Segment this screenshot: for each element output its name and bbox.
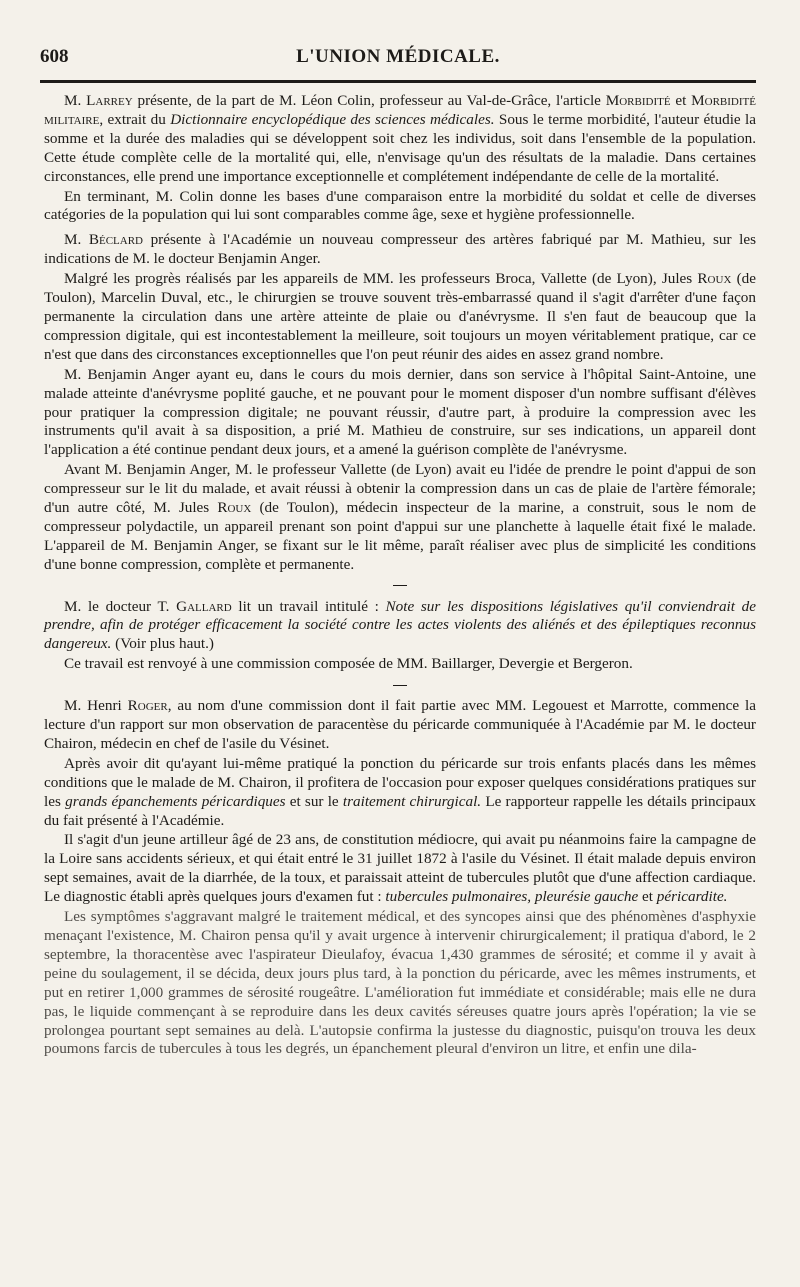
- term-epanchements: grands épanchements péricardiques: [65, 792, 286, 810]
- term-morbidite-militaire: Morbidité militaire: [44, 92, 756, 128]
- text: présente, de la part de M. Léon Colin, professeur au Val-de-Grâce, l'article: [132, 92, 606, 109]
- text: M. Henri: [64, 697, 128, 715]
- paragraph-anger: M. Benjamin Anger ayant eu, dans le cours du mois dernier, dans son service à l'hôpital Saint-Antoine, une malade atteinte d'anévrysme poplité gauche, et ne pouvant pour le moment disposer d'un nombre suffisant d'élèves pour pratiquer la compression digitale; ne pouvant réussir, d'autre part, à produire la compression avec les instruments qu'il avait à sa disposition, a prié M. Mathieu de construire, sur ses indications, un appareil dont l'application a été continue pendant deux jours, et a amené la guérison complète de l'anévrysme.: [44, 365, 756, 459]
- text: présente à l'Académie un nouveau compresseur des artères fabriqué par M. Mathieu, sur les indications de M. le docteur Benjamin Anger.: [44, 231, 756, 268]
- text: Malgré les progrès réalisés par les appareils de MM. les professeurs Broca, Vallette (de Lyon), Jules: [64, 270, 698, 288]
- text: Sous le terme morbidité, l'auteur étudie la somme et la durée des maladies qui se développent soit chez les individus, soit dans l'ensemble de la population. Cette étude complète celle de la mortalité qui, elle, n'envisage qu'un des résultats de la maladie. Dans certaines circonstances, elle prend une importance exceptionnelle et complétement indépendante de celle de la mortalité.: [44, 110, 756, 185]
- header-rule: [40, 80, 756, 83]
- note-title: Note sur les dispositions législatives qu'il conviendrait de prendre, afin de protéger efficacement la société contre les actes violents des aliénés et des épileptiques reconnus dangereux.: [44, 597, 756, 653]
- text: , au nom d'une commission dont il fait partie avec MM. Legouest et Marrotte, commence la lecture d'un rapport sur mon observation de paracentèse du péricarde communiquée à l'Académie par M. le docteur Chairon, médecin en chef de l'asile du Vésinet.: [44, 697, 756, 752]
- text: M. le docteur T.: [64, 597, 177, 615]
- page: [40, 40, 757, 1058]
- text: et: [638, 888, 657, 906]
- paragraph-commission: Ce travail est renvoyé à une commission composée de MM. Baillarger, Devergie et Bergeron.: [64, 655, 633, 673]
- text: (de Toulon), médecin inspecteur de la marine, a construit, sous le nom de compresseur polydactile, un appareil prenant son point d'appui sur une planchette à laquelle était fixé le malade. L'appareil de M. Benjamin Anger, se fixant sur le lit même, paraît réaliser avec plus de simplicité les conditions d'une bonne compression, complète et permanente.: [44, 499, 757, 573]
- text: M.: [64, 231, 89, 249]
- text: (Voir plus haut.): [111, 635, 214, 653]
- paragraph-larrey: [44, 92, 756, 187]
- name-roux: Roux: [217, 499, 252, 517]
- text: Il s'agit d'un jeune artilleur âgé de 23 ans, de constitution médiocre, qui avait pu néanmoins faire la campagne de la Loire sans accidents sérieux, et qui était entré le 31 juillet 1872 à l'asile du Vésinet. Il était malade depuis environ sept semaines, avait de la diarrhée, de la toux, et paraissait atteint de tubercules plutôt que d'une affection cardiaque. Le diagnostic établi après quelques jours d'examen fut :: [44, 831, 756, 906]
- text: Avant M. Benjamin Anger, M. le professeur Vallette (de Lyon) avait eu l'idée de prendre le point d'appui de son compresseur sur le lit du malade, et avait réussi à obtenir la compression dans un cas de plaie de l'artère fémorale; d'un autre côté, M. Jules: [44, 461, 756, 517]
- dictionary-title: Dictionnaire encyclopédique des sciences médicales.: [170, 110, 495, 128]
- separator-rule: [393, 685, 407, 686]
- paragraph-artilleur: [44, 831, 756, 907]
- name-larrey: Larrey: [86, 92, 133, 109]
- term-morbidite: Morbidité: [605, 92, 671, 109]
- paragraph-apres: [44, 755, 756, 831]
- paragraph-beclard: [44, 231, 756, 269]
- paragraph-colin: En terminant, M. Colin donne les bases d'une comparaison entre la morbidité du soldat et celle de diverses catégories de la population qui lui sont comparables comme âge, sexe et hygiène professionnelle.: [44, 187, 756, 224]
- diagnosis-2: péricardite.: [656, 888, 728, 906]
- paragraph-roger: [44, 697, 756, 754]
- name-roux: Roux: [697, 270, 732, 288]
- name-gallard: Gallard: [176, 597, 232, 615]
- section-separator: [44, 675, 756, 694]
- text: Le rapporteur rappelle les détails principaux du fait présenté à l'Académie.: [44, 792, 757, 829]
- separator-rule: [393, 585, 407, 586]
- term-traitement: traitement chirurgical.: [342, 792, 482, 810]
- text: et sur le: [285, 792, 343, 810]
- text: M.: [64, 92, 87, 109]
- text: (de Toulon), Marcelin Duval, etc., le chirurgien se trouve souvent très-embarrassé quand il s'agit d'arrêter d'une façon permanente la circulation dans une artère atteinte de plaie ou d'anévrysme. Il s'en faut de beaucoup que la compression digitale, qui est incontestablement la meilleure, soit toujours un moyen véritablement pratique, car ce n'est que dans des circonstances exceptionnelles que l'on peut réunir des aides en assez grand nombre.: [44, 270, 756, 363]
- article-body: [44, 92, 756, 1060]
- section-separator: [44, 576, 756, 595]
- paragraph-gallard: [44, 598, 756, 655]
- page-number: 608: [40, 46, 69, 67]
- paragraph-symptomes: Les symptômes s'aggravant malgré le traitement médical, et des syncopes ainsi que des phénomènes d'asphyxie menaçant l'existence, M. Chairon pensa qu'il y avait urgence à intervenir chirurgicalement; il pratiqua d'abord, le 2 septembre, la thoracentèse avec l'aspirateur Dieulafoy, évacua 1,430 grammes de sérosité; et comme il y avait à peine du soulagement, il se décida, deux jours plus tard, à la ponction du péricarde, avec les mêmes instruments, et put en retirer 1,000 grammes de sérosité rougeâtre. L'amélioration fut immédiate et considérable; mais elle ne dura pas, le liquide commençant à se reproduire dans les deux cavités séreuses quatre jours après l'opération; la vie se prolongea pourtant sept semaines au delà. L'autopsie confirma la justesse du diagnostic, puisqu'on trouva les deux poumons farcis de tubercules à tous les degrés, un épanchement pleural d'environ un litre, et enfin une dila-: [44, 908, 756, 1058]
- page-header: [40, 40, 756, 76]
- paragraph-malgre: [44, 270, 756, 365]
- name-roger: Roger: [127, 697, 168, 715]
- text: Après avoir dit qu'ayant lui-même pratiqué la ponction du péricarde sur trois enfants placés dans les mêmes conditions que le malade de M. Chairon, il profitera de l'occasion pour exposer quelques considérations pratiques sur les: [44, 754, 756, 810]
- diagnosis-1: tubercules pulmonaires, pleurésie gauche: [385, 888, 639, 906]
- running-title: L'UNION MÉDICALE.: [296, 46, 500, 67]
- text: et: [670, 92, 692, 109]
- name-beclard: Béclard: [88, 231, 144, 249]
- paragraph-vallette: [44, 461, 756, 574]
- text: lit un travail intitulé :: [231, 597, 386, 615]
- text: , extrait du: [99, 110, 171, 128]
